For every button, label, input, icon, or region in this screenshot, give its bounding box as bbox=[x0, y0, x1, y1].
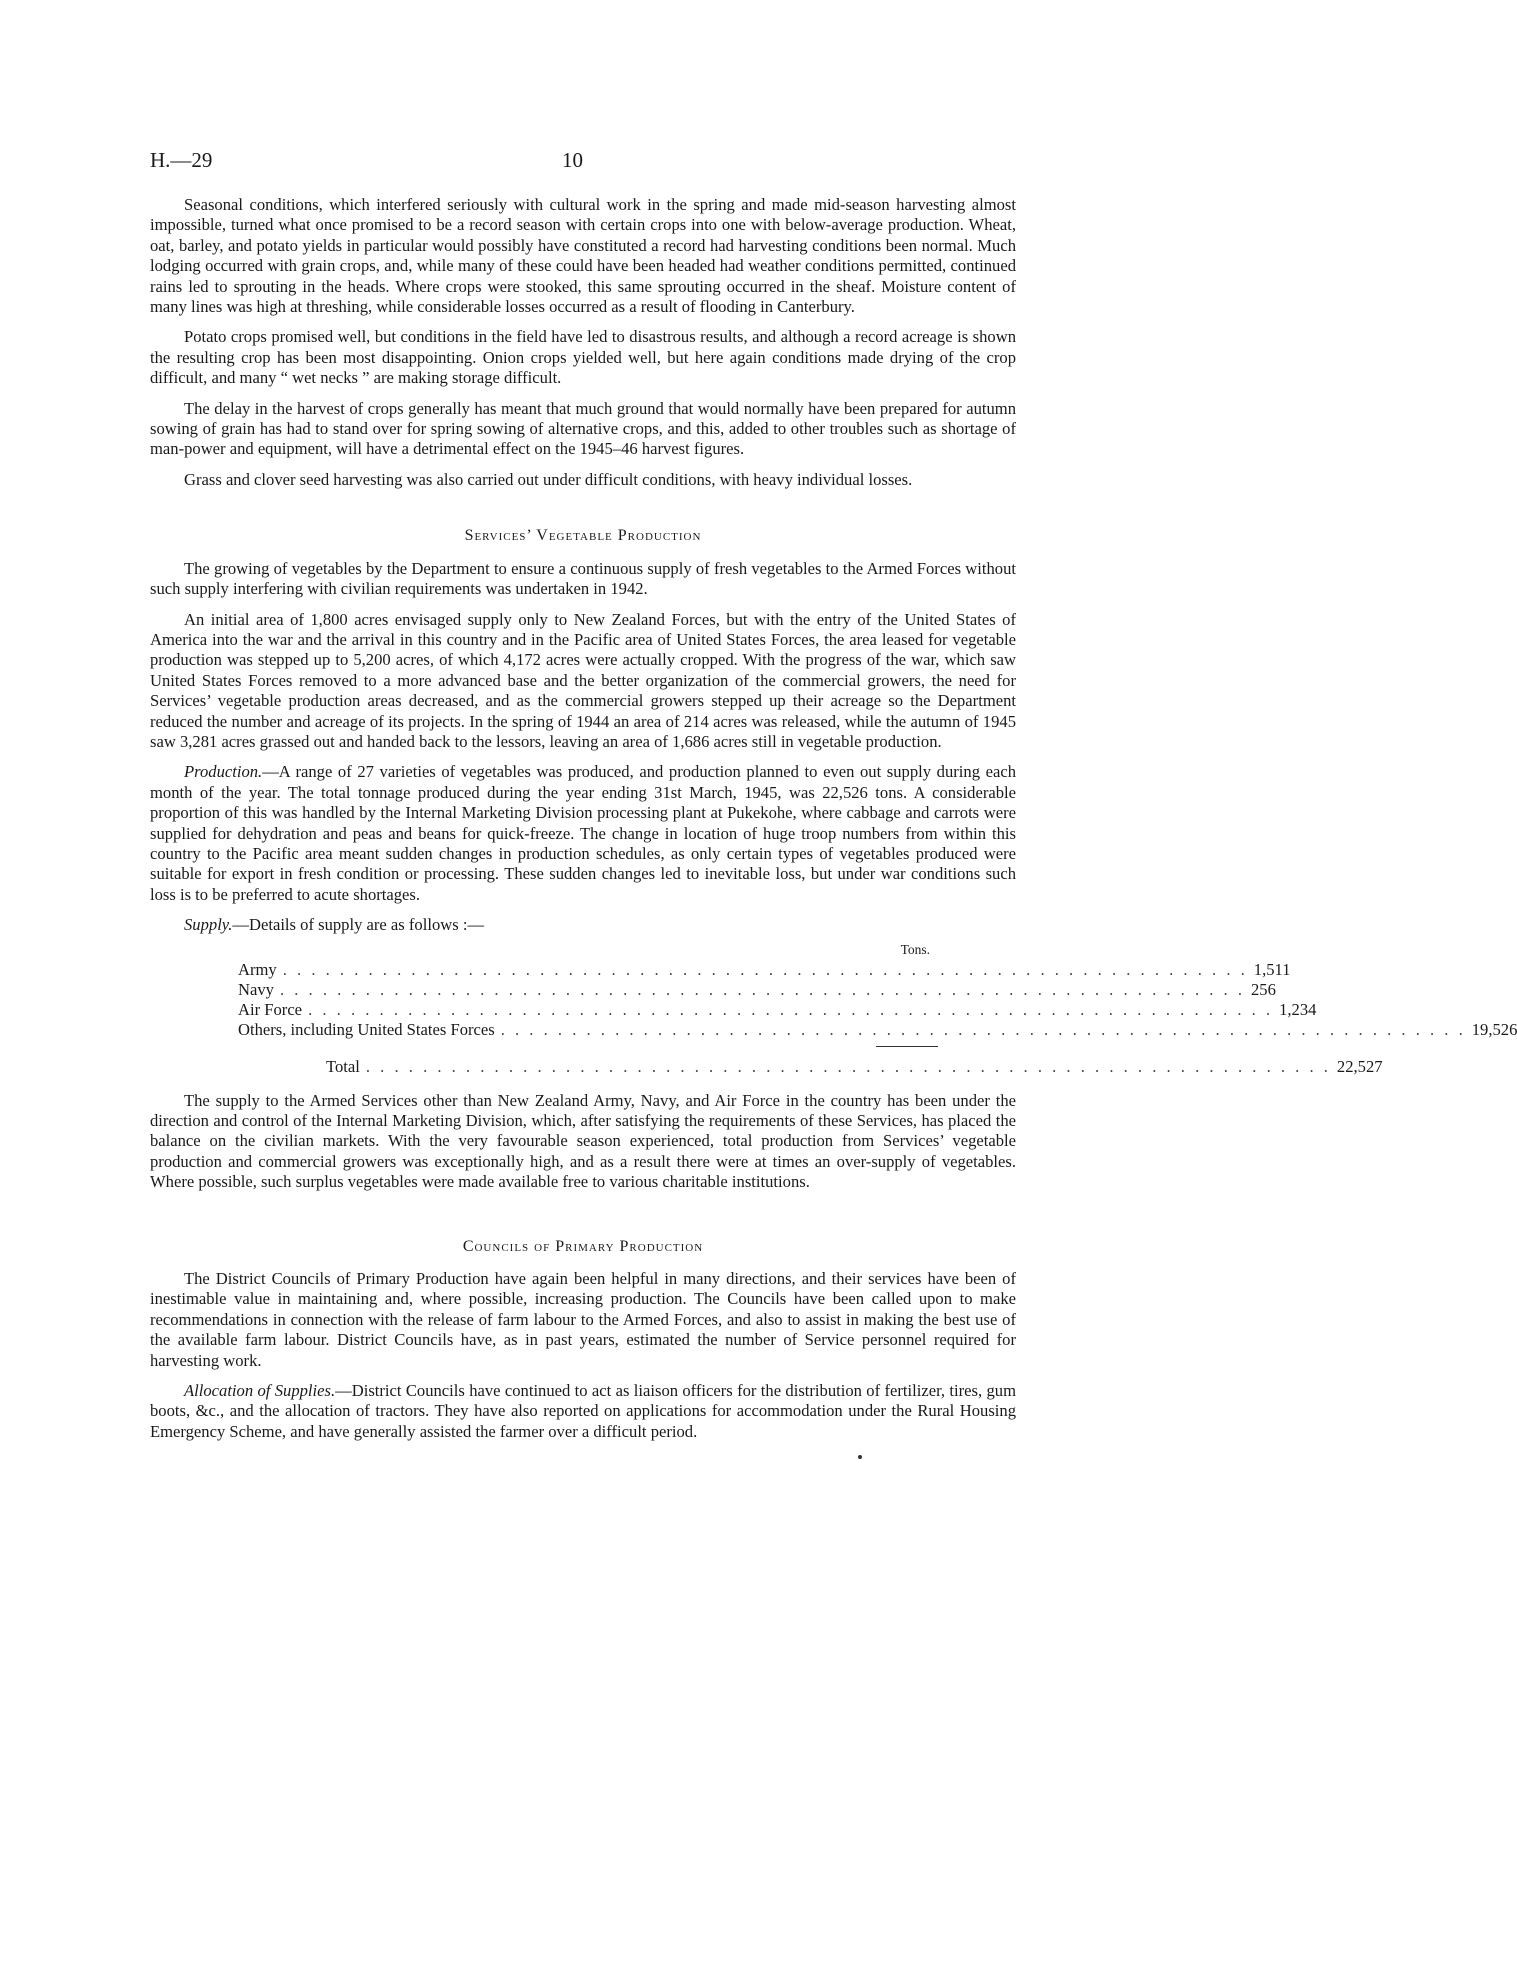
intro-paragraph-1: Seasonal conditions, which interfered seriously with cultural work in the spring and made mid-season harvesting almost impossible, turned what once promised to be a record season with certain crops into one with below-average production. Wheat, oat, barley, and potato yields in particular would possibly have constituted a record had harvesting conditions been normal. Much lodging occurred with grain crops, and, while many of these could have been headed had weather conditions permitted, continued rains led to sprouting in the heads. Where crops were stooked, this same sprouting occurred in the sheaf. Moisture content of many lines was high at threshing, while considerable losses occurred as a result of flooding in Canterbury. bbox=[150, 195, 1016, 317]
row-value: 1,511 bbox=[1253, 959, 1291, 979]
allocation-lead: Allocation of Supplies. bbox=[184, 1381, 336, 1401]
supply-text: —Details of supply are as follows :— bbox=[232, 915, 485, 935]
row-label: Navy bbox=[238, 979, 274, 999]
intro-paragraph-2: Potato crops promised well, but conditions in the field have led to disastrous results, and although a record acreage is shown the resulting crop has been most disappointing. Onion crops yielded well, but here again conditions made drying of the crop difficult, and many “ wet necks ” are making storage difficult. bbox=[150, 327, 1016, 388]
supply-unit-header: Tons. bbox=[900, 941, 930, 957]
councils-paragraph: The District Councils of Primary Production have again been helpful in many directions, and their services have been of inestimable value in maintaining and, where possible, increasing production. The Councils have been called upon to make recommendations in connection with the release of farm labour to the Armed Forces, and also to assist in making the best use of the available farm labour. District Councils have, as in past years, estimated the number of Service personnel required for harvesting work. bbox=[150, 1269, 1016, 1370]
production-paragraph bbox=[150, 762, 1016, 905]
stray-mark bbox=[858, 1455, 862, 1459]
body-text bbox=[150, 195, 1517, 1452]
leader-dots: . . . . . . . . . . . . . . . . . . . . . . . . . . . . . . . . . . . . . . . . . . . . . . . . . . . . . . . . . . . . . . . . . . . . bbox=[308, 999, 1274, 1019]
supply-intro bbox=[150, 915, 1016, 935]
leader-dots: . . . . . . . . . . . . . . . . . . . . . . . . . . . . . . . . . . . . . . . . . . . . . . . . . . . . . . . . . . . . . . . . . . . . bbox=[365, 1056, 1331, 1076]
table-row bbox=[238, 999, 1317, 1020]
allocation-paragraph bbox=[150, 1381, 1016, 1442]
total-label: Total bbox=[326, 1056, 360, 1076]
page-header bbox=[150, 148, 1016, 178]
row-label: Air Force bbox=[238, 999, 303, 1019]
services-closing-paragraph: The supply to the Armed Services other than New Zealand Army, Navy, and Air Force in the country has been under the direction and control of the Internal Marketing Division, which, after satisfying the requirements of these Services, has placed the balance on the civilian markets. With the very favourable season experienced, total production from Services’ vegetable production and commercial growers was exceptionally high, and as a result there were at times an over-supply of vegetables. Where possible, such surplus vegetables were made available free to various charitable institutions. bbox=[150, 1090, 1016, 1192]
supply-table bbox=[238, 940, 1517, 1077]
services-paragraph-1: The growing of vegetables by the Department to ensure a continuous supply of fresh vegetables to the Armed Forces without such supply interfering with civilian requirements was undertaken in 1942. bbox=[150, 558, 1016, 599]
total-value: 22,527 bbox=[1336, 1056, 1383, 1076]
document-reference: H.—29 bbox=[150, 148, 213, 172]
supply-lead: Supply. bbox=[184, 915, 233, 935]
intro-paragraph-3: The delay in the harvest of crops generally has meant that much ground that would normally have been prepared for autumn sowing of grain has had to stand over for spring sowing of alternative crops, and this, added to other troubles such as shortage of man-power and equipment, will have a detrimental effect on the 1945–46 harvest figures. bbox=[150, 398, 1016, 459]
page-number: 10 bbox=[562, 148, 583, 172]
table-row bbox=[238, 959, 1291, 980]
total-row bbox=[238, 1056, 1383, 1077]
leader-dots: . . . . . . . . . . . . . . . . . . . . . . . . . . . . . . . . . . . . . . . . . . . . . . . . . . . . . . . . . . . . . . . . . . . . bbox=[282, 959, 1248, 979]
row-value: 1,234 bbox=[1279, 999, 1317, 1019]
row-value: 19,526 bbox=[1471, 1019, 1517, 1039]
production-lead: Production. bbox=[184, 762, 263, 782]
total-rule bbox=[876, 1046, 938, 1047]
row-label: Others, including United States Forces bbox=[238, 1019, 495, 1039]
leader-dots: . . . . . . . . . . . . . . . . . . . . . . . . . . . . . . . . . . . . . . . . . . . . . . . . . . . . . . . . . . . . . . . . . . . . bbox=[500, 1019, 1466, 1039]
row-label: Army bbox=[238, 959, 277, 979]
production-text: —A range of 27 varieties of vegetables was produced, and production planned to even out supply during each month of the year. The total tonnage produced during the year ending 31st March, 1945, was 22,526 tons. A considerable proportion of this was handled by the Internal Marketing Division processing plant at Pukekohe, where cabbage and carrots were supplied for dehydration and peas and beans for quick-freeze. The change in location of huge troop numbers from within this country to the Pacific area meant sudden changes in production schedules, as only certain types of vegetables produced were suitable for export in fresh condition or processing. These sudden changes led to inevitable loss, but under war conditions such loss is to be preferred to acute shortages. bbox=[150, 762, 1016, 904]
services-paragraph-2: An initial area of 1,800 acres envisaged supply only to New Zealand Forces, but with the entry of the United States of America into the war and the arrival in this country and in the Pacific area of United States Forces, the area leased for vegetable production was stepped up to 5,200 acres, of which 4,172 acres were actually cropped. With the progress of the war, which saw United States Forces removed to a more advanced base and the better organization of the commercial growers, the need for Services’ vegetable production areas decreased, and as the commercial growers stepped up their acreage so the Department reduced the number and acreage of its projects. In the spring of 1944 an area of 214 acres was released, while the autumn of 1945 saw 3,281 acres grassed out and handed back to the lessors, leaving an area of 1,686 acres still in vegetable production. bbox=[150, 609, 1016, 751]
allocation-text: —District Councils have continued to act as liaison officers for the distribution of fertilizer, tires, gum boots, &c., and the allocation of tractors. They have also reported on applications for accommodation under the Rural Housing Emergency Scheme, and have generally assisted the farmer over a difficult period. bbox=[150, 1381, 1016, 1441]
table-row bbox=[238, 979, 1276, 1000]
intro-paragraph-4: Grass and clover seed harvesting was also carried out under difficult conditions, with heavy individual losses. bbox=[184, 469, 913, 489]
services-heading: Services’ Vegetable Production bbox=[464, 527, 702, 545]
councils-heading: Councils of Primary Production bbox=[462, 1237, 704, 1255]
leader-dots: . . . . . . . . . . . . . . . . . . . . . . . . . . . . . . . . . . . . . . . . . . . . . . . . . . . . . . . . . . . . . . . . . . . . bbox=[279, 979, 1245, 999]
row-value: 256 bbox=[1251, 979, 1276, 999]
table-row bbox=[238, 1019, 1517, 1040]
